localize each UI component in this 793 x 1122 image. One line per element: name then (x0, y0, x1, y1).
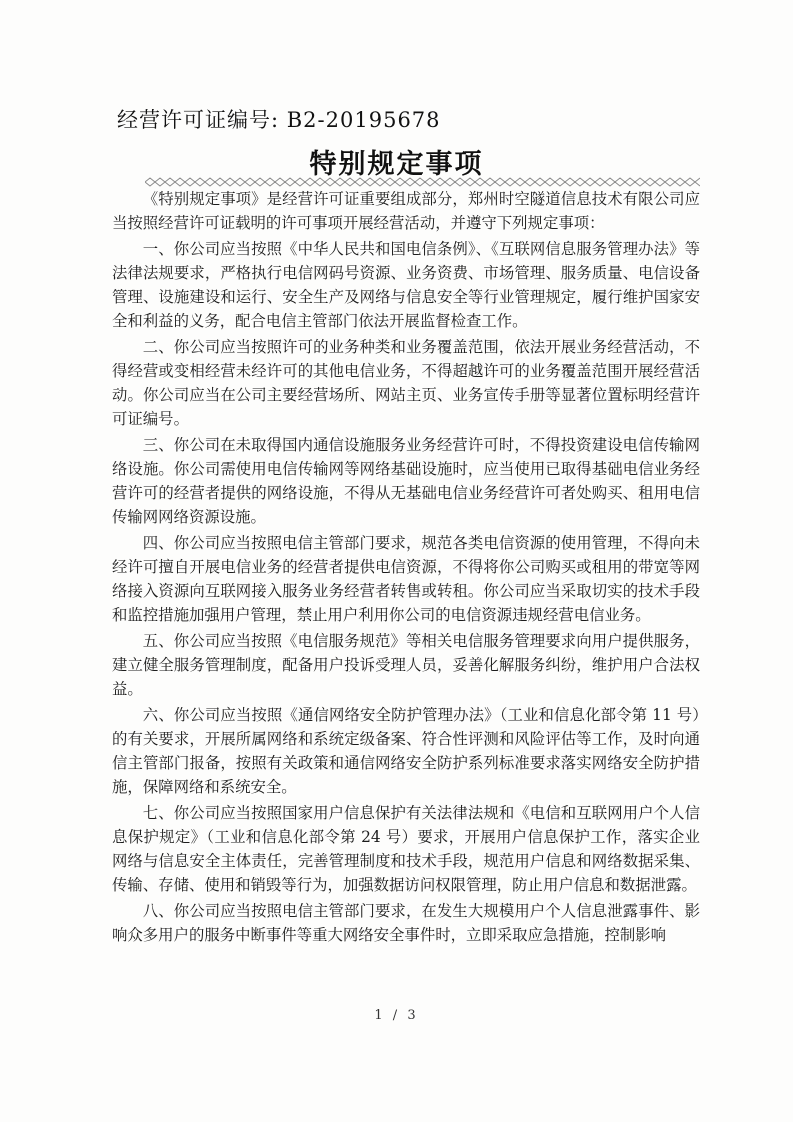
page-title: 特别规定事项 (309, 149, 484, 180)
paragraph-item-2: 二、你公司应当按照许可的业务种类和业务覆盖范围，依法开展业务经营活动，不得经营或变相经营未经许可的其他电信业务，不得超越许可的业务覆盖范围开展经营活动。你公司应当在公司主要经营场所、网站主页、业务宣传手册等显著位置标明经营许可证编号。 (112, 338, 700, 428)
paragraph-item-3: 三、你公司在未取得国内通信设施服务业务经营许可时，不得投资建设电信传输网络设施。你公司需使用电信传输网等网络基础设施时，应当使用已取得基础电信业务经营许可的经营者提供的网络设施，不得从无基础电信业务经营许可者处购买、租用电信传输网网络资源设施。 (112, 436, 700, 526)
paragraph-intro: 《特别规定事项》是经营许可证重要组成部分，郑州时空隧道信息技术有限公司应当按照经营许可证载明的许可事项开展经营活动，并遵守下列规定事项： (112, 190, 700, 232)
body-text (112, 187, 700, 949)
license-number: 经营许可证编号: B2-20195678 (117, 108, 441, 132)
paragraph-item-6: 六、你公司应当按照《通信网络安全防护管理办法》（工业和信息化部令第 11 号）的有关要求，开展所属网络和系统定级备案、符合性评测和风险评估等工作，及时向通信主管部门报备，按照有关政策和通信网络安全防护系列标准要求落实网络安全防护措施，保障网络和系统安全。 (112, 706, 700, 796)
page-number: 1 / 3 (374, 1008, 419, 1023)
paragraph-item-8: 八、你公司应当按照电信主管部门要求，在发生大规模用户个人信息泄露事件、影响众多用户的服务中断事件等重大网络安全事件时，立即采取应急措施，控制影响 (112, 902, 700, 944)
decorative-divider (145, 177, 700, 187)
paragraph-item-4: 四、你公司应当按照电信主管部门要求，规范各类电信资源的使用管理，不得向未经许可擅自开展电信业务的经营者提供电信资源，不得将你公司购买或租用的带宽等网络接入资源向互联网接入服务业务经营者转售或转租。你公司应当采取切实的技术手段和监控措施加强用户管理，禁止用户利用你公司的电信资源违规经营电信业务。 (112, 534, 700, 624)
paragraph-item-1: 一、你公司应当按照《中华人民共和国电信条例》、《互联网信息服务管理办法》等法律法规要求，严格执行电信网码号资源、业务资费、市场管理、服务质量、电信设备管理、设施建设和运行、安全生产及网络与信息安全等行业管理规定，履行维护国家安全和利益的义务，配合电信主管部门依法开展监督检查工作。 (112, 240, 700, 330)
paragraph-item-7: 七、你公司应当按照国家用户信息保护有关法律法规和《电信和互联网用户个人信息保护规定》（工业和信息化部令第 24 号）要求，开展用户信息保护工作，落实企业网络与信息安全主体责任，完善管理制度和技术手段，规范用户信息和网络数据采集、传输、存储、使用和销毁等行为，加强数据访问权限管理，防止用户信息和数据泄露。 (112, 804, 700, 894)
paragraph-item-5: 五、你公司应当按照《电信服务规范》等相关电信服务管理要求向用户提供服务，建立健全服务管理制度，配备用户投诉受理人员，妥善化解服务纠纷，维护用户合法权益。 (112, 632, 700, 698)
